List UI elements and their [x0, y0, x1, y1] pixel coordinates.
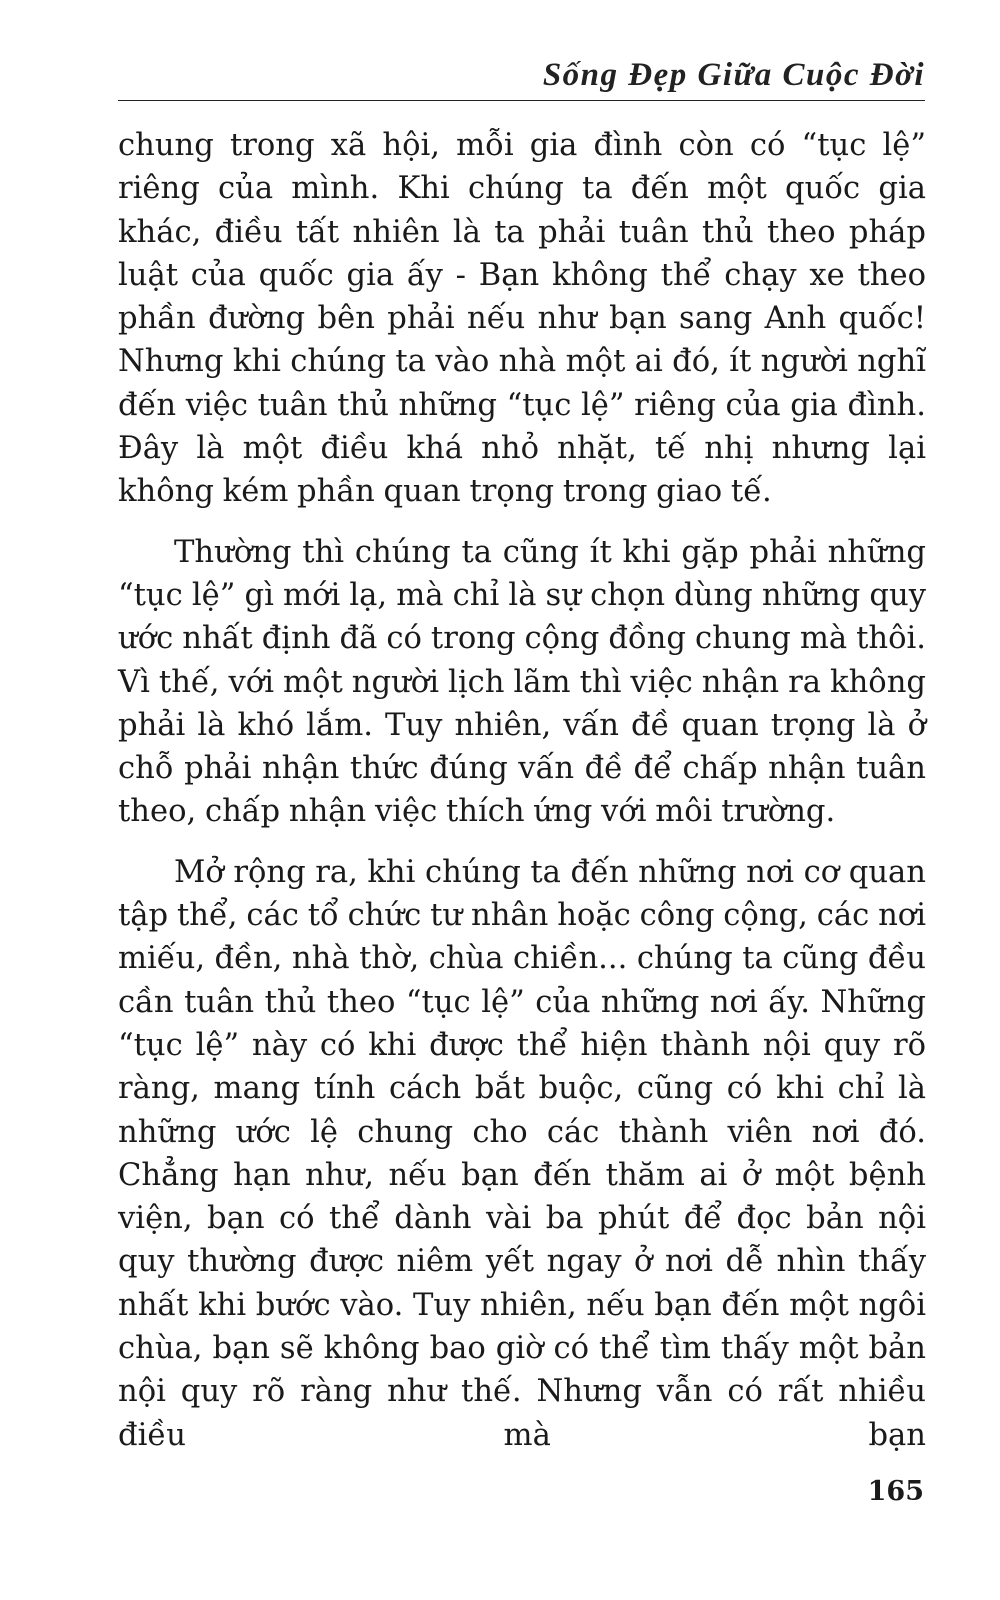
paragraph-1: chung trong xã hội, mỗi gia đình còn có “tục lệ” riêng của mình. Khi chúng ta đến một quốc gia khác, điều tất nhiên là ta phải tuân thủ theo pháp luật của quốc gia ấy - Bạn không thể chạy xe theo phần đường bên phải nếu như bạn sang Anh quốc! Nhưng khi chúng ta vào nhà một ai đó, ít người nghĩ đến việc tuân thủ những “tục lệ” riêng của gia đình. Đây là một điều khá nhỏ nhặt, tế nhị nhưng lại không kém phần quan trọng trong giao tế. [118, 128, 926, 510]
running-header [118, 48, 925, 101]
body-text [118, 124, 926, 1457]
paragraph-3: Mở rộng ra, khi chúng ta đến những nơi cơ quan tập thể, các tổ chức tư nhân hoặc công cộng, các nơi miếu, đền, nhà thờ, chùa chiền... chúng ta cũng đều cần tuân thủ theo “tục lệ” của những nơi ấy. Những “tục lệ” này có khi được thể hiện thành nội quy rõ ràng, mang tính cách bắt buộc, cũng có khi chỉ là những ước lệ chung cho các thành viên nơi đó. Chẳng hạn như, nếu bạn đến thăm ai ở một bệnh viện, bạn có thể dành vài ba phút để đọc bản nội quy thường được niêm yết ngay ở nơi dễ nhìn thấy nhất khi bước vào. Tuy nhiên, nếu bạn đến một ngôi chùa, bạn sẽ không bao giờ có thể tìm thấy một bản nội quy rõ ràng như thế. Nhưng vẫn có rất nhiều điều mà bạn [118, 854, 926, 1453]
page-number: 165 [867, 1476, 924, 1507]
running-title: Sống Đẹp Giữa Cuộc Đời [542, 57, 925, 93]
paragraph-2: Thường thì chúng ta cũng ít khi gặp phải những “tục lệ” gì mới lạ, mà chỉ là sự chọn dùng những quy ước nhất định đã có trong cộng đồng chung mà thôi. Vì thế, với một người lịch lãm thì việc nhận ra không phải là khó lắm. Tuy nhiên, vấn đề quan trọng là ở chỗ phải nhận thức đúng vấn đề để chấp nhận tuân theo, chấp nhận việc thích ứng với môi trường. [118, 534, 926, 830]
